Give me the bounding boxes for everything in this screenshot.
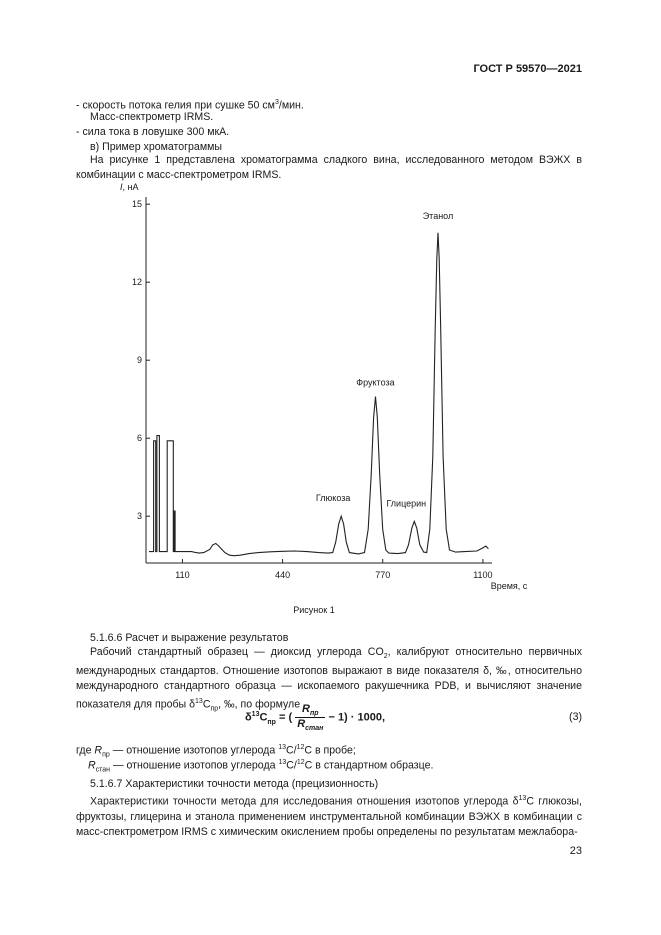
document-header: ГОСТ Р 59570—2021 <box>473 63 582 75</box>
y-tick-label: 9 <box>136 355 142 366</box>
x-tick-label: 1100 <box>473 570 493 580</box>
peak-label: Глицерин <box>386 498 427 509</box>
page-number: 23 <box>569 845 582 857</box>
section-title-precision: 5.1.6.7 Характеристики точности метода (прецизионность) <box>90 778 379 790</box>
x-axis-label: Время, с <box>490 581 528 591</box>
where-r-sample: где $R_{пр}$ — отношение изотопов углерода $^{13}$C/$^{12}$C в пробе; <box>76 744 356 759</box>
x-tick-label: 440 <box>275 570 291 580</box>
irms-heading: Масс-спектрометр IRMS. <box>90 111 214 123</box>
figure-caption: Рисунок 1 <box>293 605 335 615</box>
peak-label: Глюкоза <box>315 493 351 504</box>
x-ticks <box>175 559 492 580</box>
y-ticks <box>132 199 150 521</box>
x-tick-label: 110 <box>175 570 190 580</box>
trap-current-line: - сила тока в ловушке 300 мкА. <box>76 126 230 138</box>
x-tick-label: 770 <box>375 570 391 580</box>
peak-label: Фруктоза <box>356 377 395 388</box>
figure-intro-paragraph: На рисунке 1 представлена хроматограмма сладкого вина, исследованного методом ВЭЖХ в комбинации с масс-спектрометром IRMS. <box>76 154 582 181</box>
chromatogram-trace <box>149 233 488 556</box>
y-tick-label: 3 <box>136 511 142 522</box>
precision-paragraph: Характеристики точности метода для исследования отношения изотопов углерода $\delta^{13}C$ глюкозы, фруктозы, глицерина и этанола применением инструментальной комбинации ВЭЖХ в комбинации с масс-спектрометром IRMS с химическим окислением пробы определены по результатам межлабора- <box>76 795 582 838</box>
calc-paragraph: Рабочий стандартный образец — диоксид углерода $CO_2$, калибруют относительно первичных международных стандартов. Отношение изотопов выражают в виде показателя δ, ‰, относительно международного стандартного образца — ископаемого ракушечника PDB, и вычисляют значение показателя для пробы $\delta^{13}C_{пр}$, ‰, по формуле <box>76 646 582 713</box>
y-axis-label: I, нА <box>120 182 139 192</box>
y-tick-label: 15 <box>131 199 142 210</box>
equation-number: (3) <box>569 711 582 723</box>
y-tick-label: 12 <box>131 277 142 288</box>
delta-formula: $\delta^{13}C_{пр}$ = ( $\frac{R_{пр}}{R_{стан}}$ − 1) · 1000, <box>245 703 386 733</box>
section-title-calc: 5.1.6.6 Расчет и выражение результатов <box>90 632 289 644</box>
peak-label: Этанол <box>422 210 454 221</box>
y-tick-label: 6 <box>136 433 142 444</box>
helium-flow-line: - скорость потока гелия при сушке 50 $см^3$/мин. <box>76 99 304 112</box>
chromatogram-example-heading: в) Пример хроматограммы <box>90 141 223 153</box>
ratio-fraction: $\frac{R_{пр}}{R_{стан}}$ <box>297 703 324 733</box>
where-r-standard: $R_{стан}$ — отношение изотопов углерода $^{13}$C/$^{12}$C в стандартном образце. <box>88 759 434 774</box>
